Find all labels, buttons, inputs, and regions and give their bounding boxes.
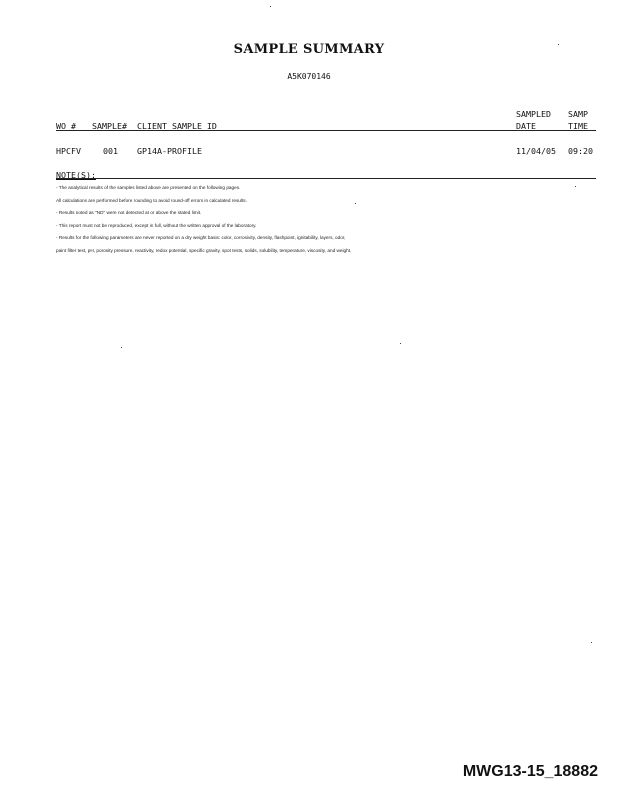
header-time: TIME — [568, 121, 588, 131]
note-item: - Results noted as "ND" were not detected at or above the stated limit. — [56, 210, 202, 215]
header-divider — [56, 130, 596, 131]
scan-speck — [400, 343, 401, 344]
scan-speck — [591, 642, 592, 643]
header-wo: WO # — [56, 121, 76, 131]
note-item: paint filter test, pH, porosity pressure, reactivity, redox potential, specific gravity, spot tests, solids, solubility, temperature, viscosity, and weight. — [56, 247, 352, 253]
header-samp: SAMP — [568, 109, 588, 119]
notes-list — [56, 182, 506, 257]
header-sampled: SAMPLED — [516, 109, 551, 119]
notes-divider — [56, 178, 596, 179]
note-item: - Results for the following parameters are never reported on a dry weight basis: color, corrosivity, density, flashpoint, ignitability, layers, odor, — [56, 235, 346, 240]
header-date: DATE — [516, 121, 536, 131]
cell-sample: 001 — [103, 146, 118, 156]
header-client-sample-id: CLIENT SAMPLE ID — [137, 121, 217, 131]
scan-speck — [121, 347, 122, 348]
cell-sampled-date: 11/04/05 — [516, 146, 556, 156]
scan-speck — [355, 203, 356, 204]
batch-id: A5K070146 — [287, 72, 331, 81]
scan-speck — [270, 6, 271, 7]
document-id: MWG13-15_18882 — [462, 763, 598, 780]
cell-client-sample-id: GP14A-PROFILE — [137, 146, 202, 156]
notes-heading: NOTE(S): — [56, 170, 96, 180]
note-item: - This report must not be reproduced, except in full, without the written approval of the laboratory. — [56, 222, 257, 228]
scan-speck — [558, 44, 559, 45]
cell-wo: HPCFV — [56, 146, 81, 156]
note-item: All calculations are performed before rounding to avoid round-off errors in calculated results. — [56, 197, 247, 203]
note-item: - The analytical results of the samples listed above are presented on the following pages. — [56, 185, 241, 190]
cell-samp-time: 09:20 — [568, 146, 593, 156]
header-sample: SAMPLE# — [92, 121, 127, 131]
scan-speck — [575, 186, 576, 187]
page-title: SAMPLE SUMMARY — [233, 42, 385, 57]
